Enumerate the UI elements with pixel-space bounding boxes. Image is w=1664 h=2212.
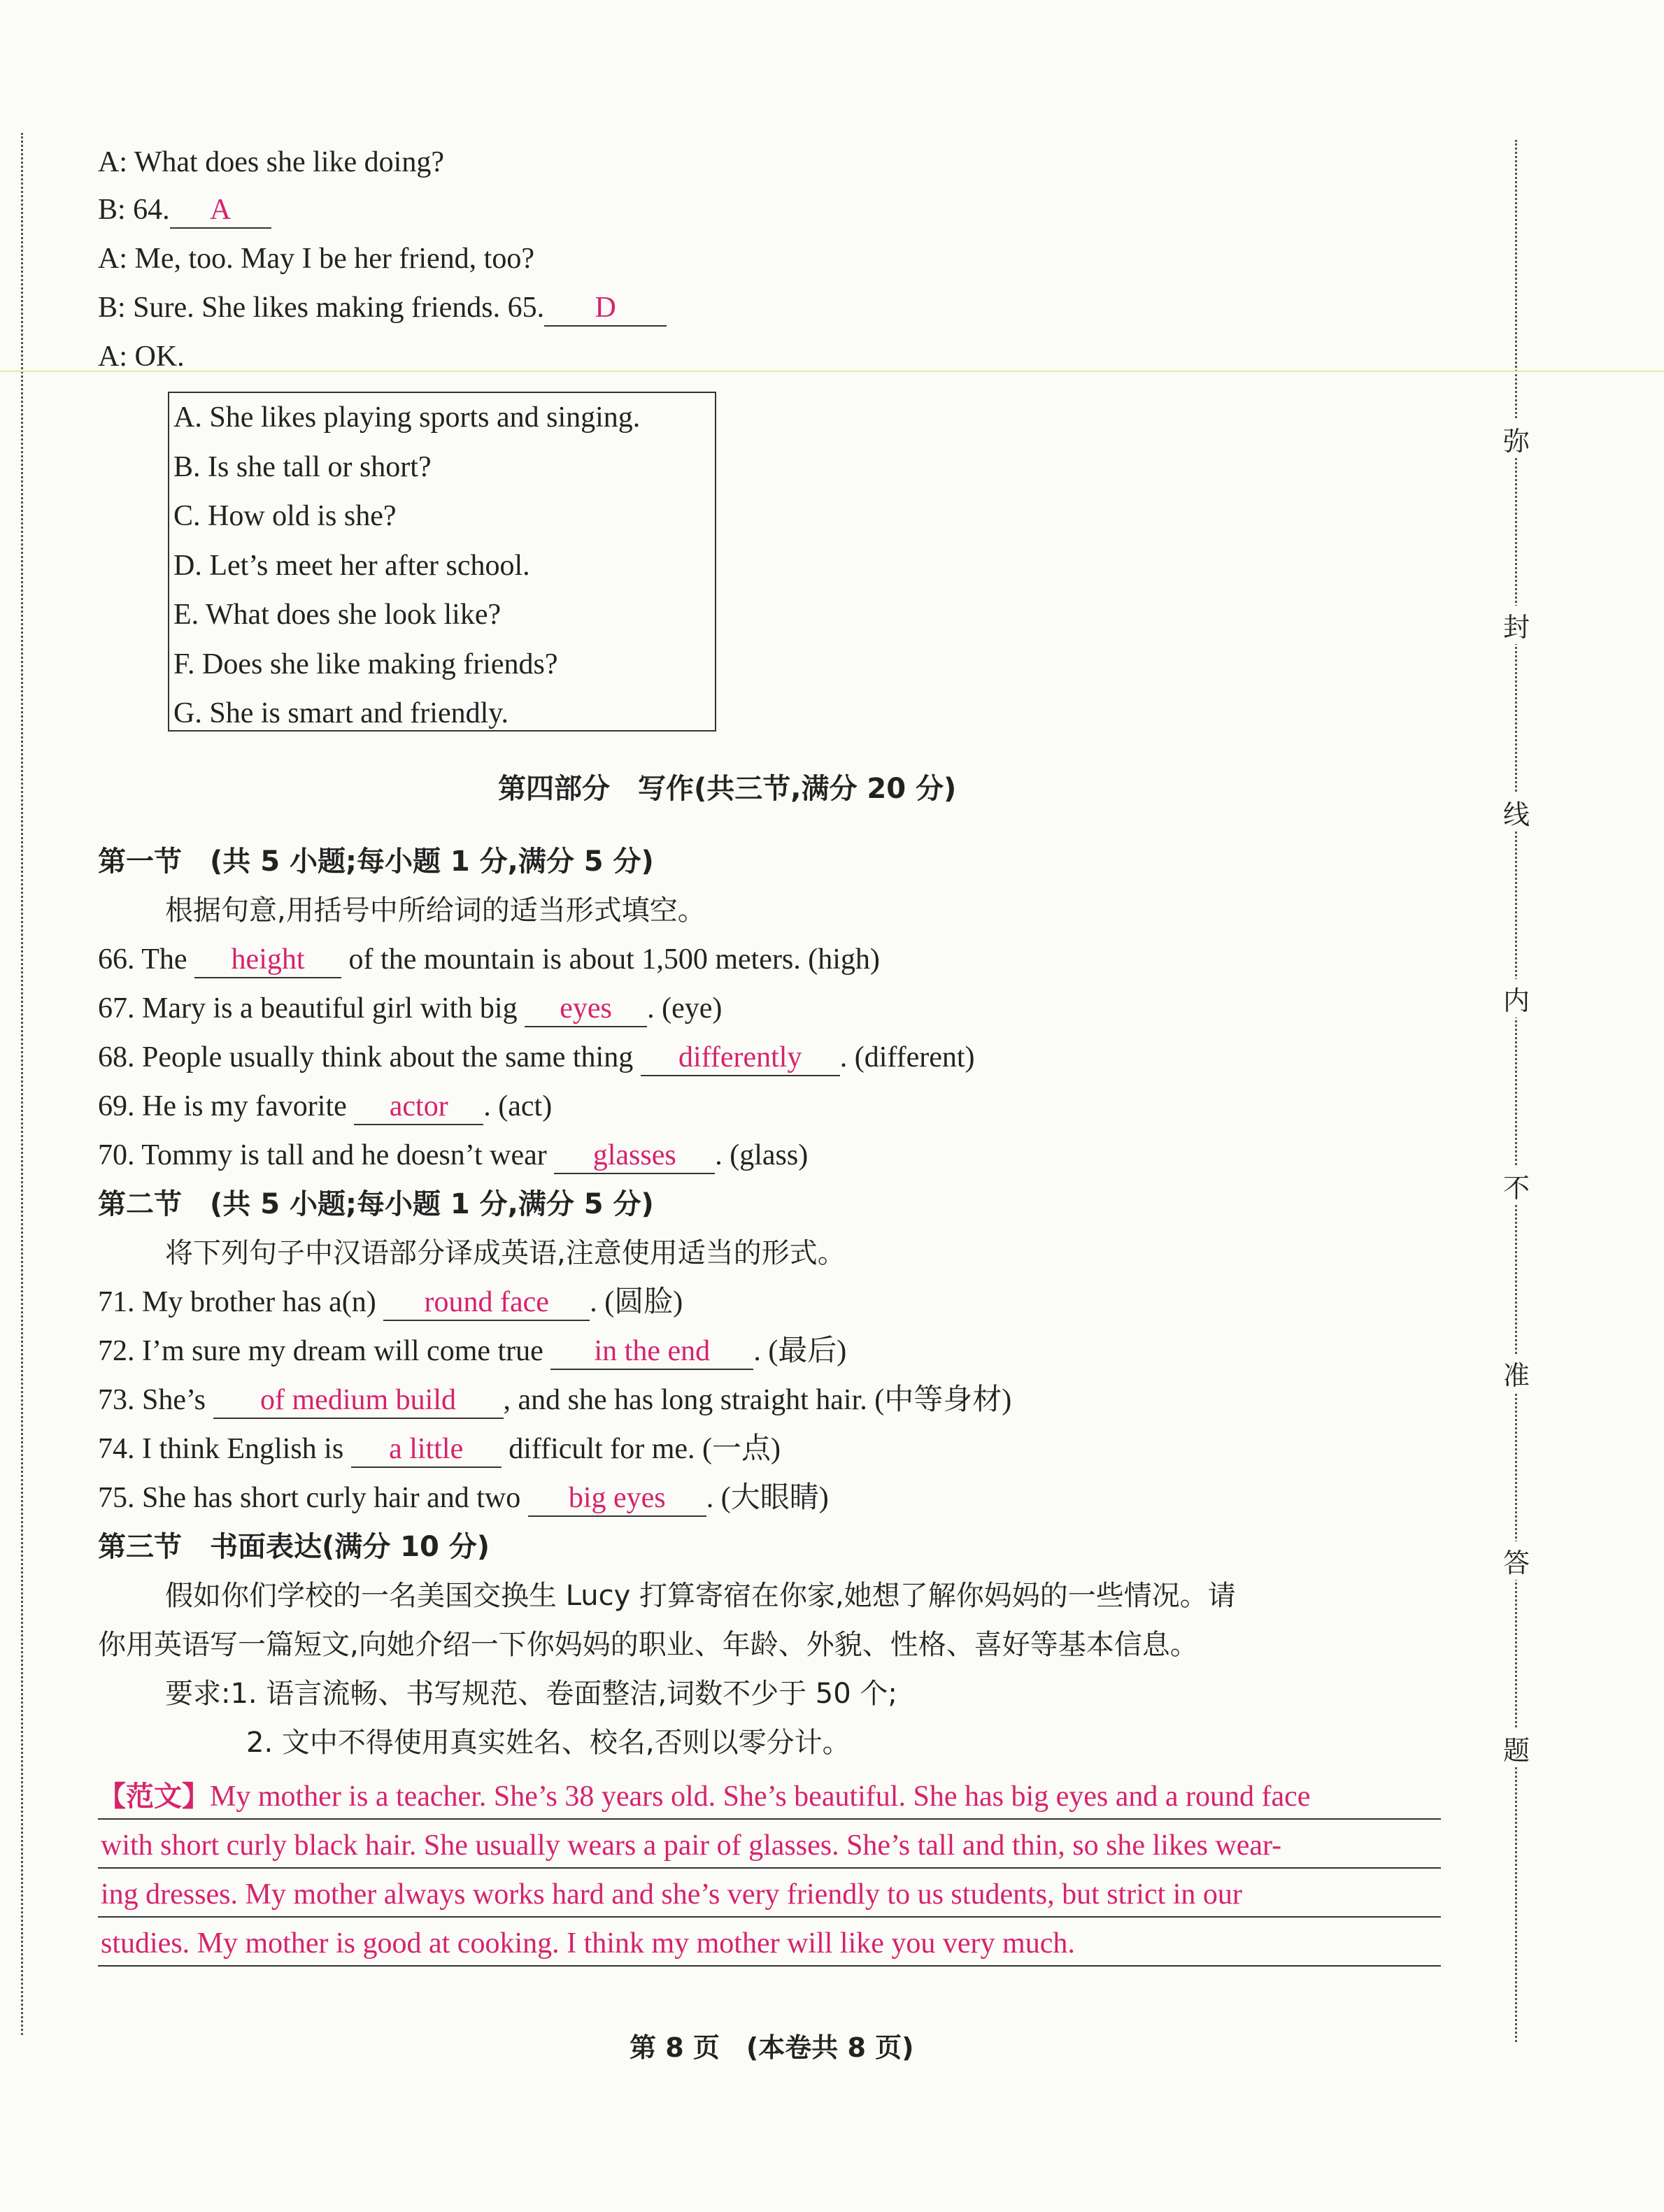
answer-line [98, 1818, 1441, 1820]
answer-blank: eyes [525, 991, 647, 1027]
task-paragraph: 你用英语写一篇短文,向她介绍一下你妈妈的职业、年龄、外貌、性格、喜好等基本信息。 [98, 1629, 1198, 1661]
task-requirement: 2. 文中不得使用真实姓名、校名,否则以零分计。 [246, 1727, 851, 1759]
question-70: 70. Tommy is tall and he doesn’t wear glasses . (glass) [98, 1136, 808, 1175]
section-heading: 第三节 书面表达(满分 10 分) [98, 1531, 490, 1563]
option-item: G. She is smart and friendly. [173, 697, 509, 729]
binding-char: 不 [1497, 1166, 1536, 1205]
question-66: 66. The height of the mountain is about 1,500 meters. (high) [98, 940, 880, 979]
task-paragraph: 假如你们学校的一名美国交换生 Lucy 打算寄宿在你家,她想了解你妈妈的一些情况。请 [165, 1580, 1236, 1612]
answer-blank: differently [641, 1040, 840, 1076]
page-footer: 第 8 页 (本卷共 8 页) [630, 2032, 914, 2063]
dialog-line: A: OK. [98, 341, 185, 373]
option-item: C. How old is she? [173, 500, 397, 532]
option-item: F. Does she like making friends? [173, 648, 558, 680]
answer-blank: a little [351, 1432, 502, 1468]
model-essay-line: ing dresses. My mother always works hard and she’s very friendly to us students, but strict in our [101, 1878, 1242, 1911]
model-essay-line: with short curly black hair. She usually wears a pair of glasses. She’s tall and thin, so she likes wear- [101, 1829, 1282, 1862]
answer-blank: height [194, 942, 341, 978]
binding-char: 答 [1497, 1541, 1536, 1580]
option-item: B. Is she tall or short? [173, 450, 432, 483]
left-binding-rule [21, 133, 23, 2035]
option-item: A. She likes playing sports and singing. [173, 401, 641, 434]
dialog-line: B: 64. A [98, 190, 271, 229]
binding-char: 弥 [1497, 420, 1536, 458]
answer-line [98, 1965, 1441, 1967]
task-requirement: 要求:1. 语言流畅、书写规范、卷面整洁,词数不少于 50 个; [165, 1678, 897, 1710]
model-essay-line: studies. My mother is good at cooking. I think my mother will like you very much. [101, 1927, 1075, 1960]
binding-char: 内 [1497, 979, 1536, 1018]
part-title: 第四部分 写作(共三节,满分 20 分) [498, 773, 957, 805]
answer-blank: glasses [554, 1138, 715, 1174]
question-74: 74. I think English is a little difficult for me. (一点) [98, 1429, 781, 1469]
answer-blank: of medium build [213, 1383, 504, 1419]
dialog-line: A: What does she like doing? [98, 146, 444, 178]
answer-blank: big eyes [528, 1480, 706, 1517]
answer-blank-64: A [170, 192, 271, 229]
answer-blank: round face [383, 1285, 590, 1321]
question-72: 72. I’m sure my dream will come true in the end . (最后) [98, 1332, 846, 1371]
answer-line [98, 1867, 1441, 1869]
question-75: 75. She has short curly hair and two big eyes . (大眼睛) [98, 1478, 829, 1518]
question-69: 69. He is my favorite actor . (act) [98, 1087, 552, 1126]
question-71: 71. My brother has a(n) round face . (圆脸) [98, 1283, 683, 1322]
binding-char: 准 [1497, 1354, 1536, 1392]
section-instruction: 根据句意,用括号中所给词的适当形式填空。 [165, 894, 706, 927]
answer-blank-65: D [544, 290, 667, 327]
binding-char: 封 [1497, 606, 1536, 644]
dialog-line: A: Me, too. May I be her friend, too? [98, 243, 534, 275]
dialog-line: B: Sure. She likes making friends. 65. D [98, 288, 667, 327]
fold-line [0, 371, 1664, 372]
answer-blank: actor [354, 1089, 483, 1125]
option-item: E. What does she look like? [173, 599, 502, 631]
binding-char: 题 [1497, 1729, 1536, 1767]
question-68: 68. People usually think about the same thing differently . (different) [98, 1038, 975, 1077]
question-67: 67. Mary is a beautiful girl with big eyes . (eye) [98, 989, 722, 1028]
section-heading: 第二节 (共 5 小题;每小题 1 分,满分 5 分) [98, 1188, 654, 1220]
options-box [168, 392, 716, 732]
answer-blank: in the end [550, 1334, 753, 1370]
section-heading: 第一节 (共 5 小题;每小题 1 分,满分 5 分) [98, 845, 654, 878]
model-essay-line: 【范文】My mother is a teacher. She’s 38 years old. She’s beautiful. She has big eyes and a round face [98, 1781, 1311, 1813]
binding-char: 线 [1497, 793, 1536, 832]
answer-line [98, 1916, 1441, 1918]
section-instruction: 将下列句子中汉语部分译成英语,注意使用适当的形式。 [165, 1237, 846, 1269]
question-73: 73. She’s of medium build , and she has long straight hair. (中等身材) [98, 1380, 1011, 1420]
model-essay-tag: 【范文】 [98, 1781, 210, 1813]
option-item: D. Let’s meet her after school. [173, 549, 530, 582]
